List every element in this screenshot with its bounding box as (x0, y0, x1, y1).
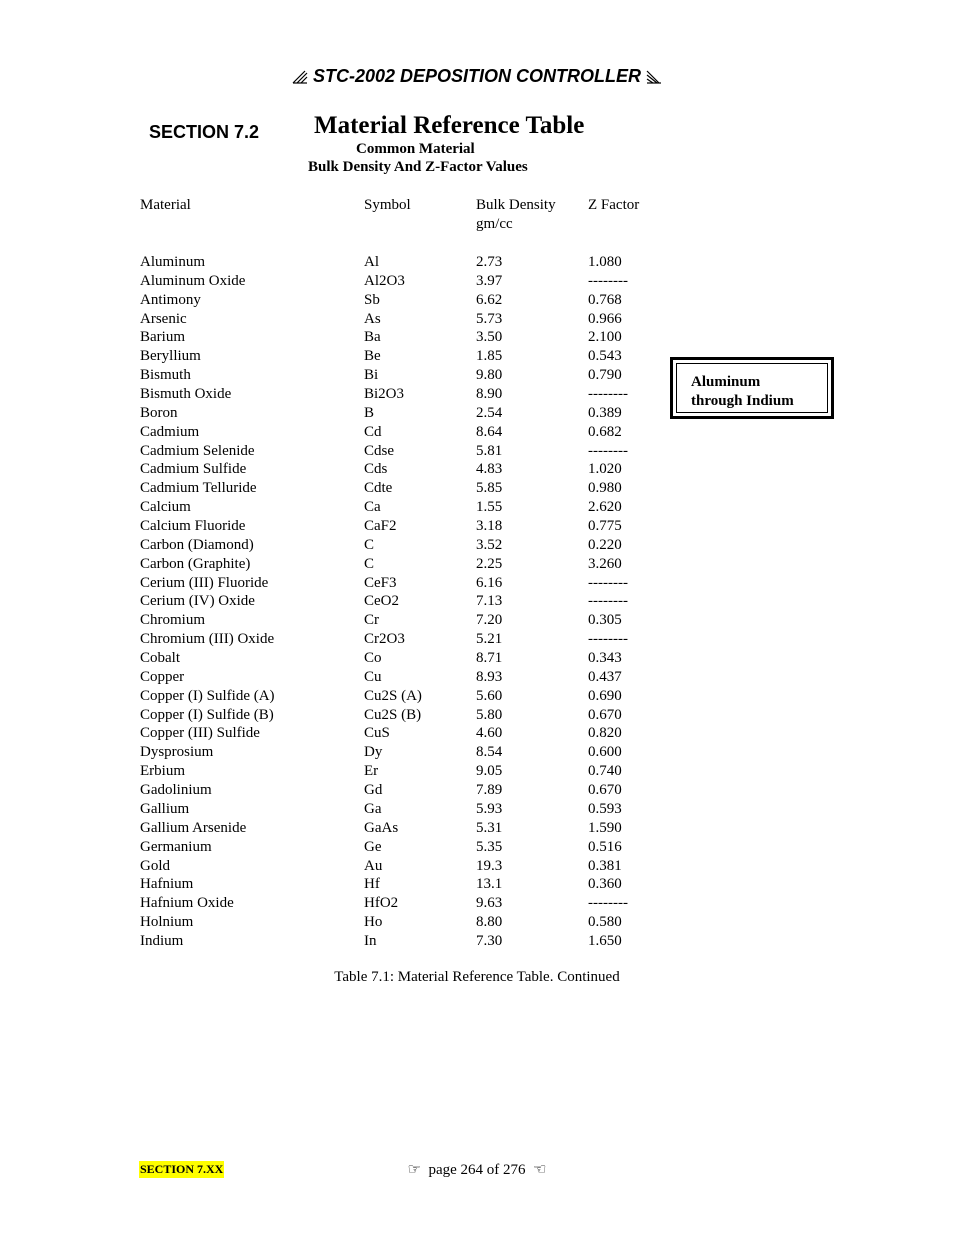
cell-density: 7.30 (476, 932, 503, 949)
cell-density: 5.73 (476, 310, 503, 327)
cell-symbol: C (364, 555, 375, 572)
cell-density: 5.93 (476, 800, 503, 817)
cell-zfactor: 0.389 (588, 404, 622, 421)
cell-symbol: Cdte (364, 480, 393, 497)
cell-material: Holnium (140, 914, 194, 931)
cell-material: Copper (I) Sulfide (B) (140, 706, 274, 723)
cell-material: Carbon (Graphite) (140, 555, 251, 572)
cell-symbol: Hf (364, 876, 380, 893)
pointing-hand-right-icon: ☞ (407, 1162, 421, 1178)
page-number-text: page 264 of 276 (428, 1162, 526, 1178)
cell-symbol: Au (364, 857, 383, 874)
column-header-density-label: Bulk Density (476, 197, 556, 213)
cell-zfactor: 0.343 (588, 650, 622, 667)
cell-symbol: CuS (364, 725, 390, 742)
cell-material: Cerium (III) Fluoride (140, 574, 269, 591)
cell-symbol: Ca (364, 499, 381, 516)
cell-material: Hafnium Oxide (140, 895, 234, 912)
cell-symbol: CeF3 (364, 574, 397, 591)
cell-zfactor: 0.740 (588, 763, 622, 780)
cell-symbol: Cds (364, 461, 388, 478)
cell-zfactor: -------- (588, 895, 628, 912)
cell-density: 8.80 (476, 914, 503, 931)
cell-density: 3.18 (476, 518, 503, 535)
cell-symbol: Co (364, 650, 382, 667)
cell-symbol: Bi2O3 (364, 386, 405, 403)
cell-material: Copper (III) Sulfide (140, 725, 260, 742)
cell-zfactor: -------- (588, 272, 628, 289)
cell-zfactor: 0.305 (588, 612, 622, 629)
cell-material: Gadolinium (140, 782, 212, 799)
cell-zfactor: 0.516 (588, 838, 622, 855)
cell-density: 4.60 (476, 725, 503, 742)
cell-zfactor: 0.775 (588, 518, 622, 535)
cell-symbol: Ho (364, 914, 383, 931)
cell-zfactor: 2.100 (588, 329, 622, 346)
cell-zfactor: 1.590 (588, 819, 622, 836)
cell-zfactor: -------- (588, 574, 628, 591)
cell-density: 9.05 (476, 763, 503, 780)
cell-symbol: Gd (364, 782, 383, 799)
cell-material: Chromium (III) Oxide (140, 631, 275, 648)
cell-zfactor: 0.381 (588, 857, 622, 874)
cell-symbol: Cd (364, 423, 382, 440)
cell-density: 9.80 (476, 367, 503, 384)
column-header-density-unit: gm/cc (476, 216, 513, 232)
cell-symbol: Er (364, 763, 379, 780)
cell-density: 3.50 (476, 329, 503, 346)
cell-density: 5.80 (476, 706, 503, 723)
cell-symbol: Cu2S (A) (364, 687, 422, 704)
cell-zfactor: 0.980 (588, 480, 622, 497)
range-box (670, 357, 834, 419)
cell-density: 6.62 (476, 291, 503, 308)
cell-material: Calcium (140, 499, 191, 516)
cell-material: Indium (140, 932, 184, 949)
pointing-hand-left-icon: ☜ (533, 1162, 547, 1178)
cell-zfactor: 2.620 (588, 499, 622, 516)
cell-density: 3.52 (476, 536, 503, 553)
cell-material: Cadmium Telluride (140, 480, 257, 497)
cell-symbol: Al2O3 (364, 272, 405, 289)
cell-density: 5.35 (476, 838, 503, 855)
cell-symbol: Bi (364, 367, 379, 384)
cell-zfactor: 0.790 (588, 367, 622, 384)
cell-material: Cadmium Selenide (140, 442, 255, 459)
cell-density: 8.64 (476, 423, 503, 440)
cell-material: Cobalt (140, 650, 180, 667)
cell-symbol: B (364, 404, 375, 421)
cell-symbol: Ga (364, 800, 382, 817)
cell-zfactor: -------- (588, 386, 628, 403)
cell-density: 5.81 (476, 442, 503, 459)
cell-material: Cerium (IV) Oxide (140, 593, 255, 610)
cell-material: Gallium (140, 800, 190, 817)
cell-symbol: Be (364, 348, 381, 365)
cell-symbol: GaAs (364, 819, 399, 836)
cell-density: 1.85 (476, 348, 503, 365)
cell-zfactor: 1.650 (588, 932, 622, 949)
diagonal-lines-icon (646, 66, 662, 86)
cell-material: Aluminum Oxide (140, 272, 246, 289)
cell-zfactor: -------- (588, 631, 628, 648)
cell-symbol: Ba (364, 329, 381, 346)
cell-zfactor: 0.820 (588, 725, 622, 742)
cell-material: Boron (140, 404, 178, 421)
page-title: Material Reference Table (314, 112, 585, 139)
cell-material: Barium (140, 329, 185, 346)
cell-material: Germanium (140, 838, 212, 855)
cell-material: Hafnium (140, 876, 194, 893)
cell-material: Cadmium Sulfide (140, 461, 247, 478)
cell-material: Erbium (140, 763, 185, 780)
page-header (0, 66, 954, 87)
cell-density: 6.16 (476, 574, 503, 591)
cell-zfactor: 0.682 (588, 423, 622, 440)
cell-symbol: Cu2S (B) (364, 706, 422, 723)
cell-zfactor: 0.543 (588, 348, 622, 365)
cell-symbol: Ge (364, 838, 382, 855)
cell-material: Gold (140, 857, 170, 874)
column-header-material: Material (140, 197, 191, 213)
cell-density: 2.25 (476, 555, 503, 572)
cell-zfactor: 0.360 (588, 876, 622, 893)
cell-density: 5.31 (476, 819, 503, 836)
cell-symbol: C (364, 536, 375, 553)
cell-zfactor: -------- (588, 442, 628, 459)
cell-material: Bismuth Oxide (140, 386, 232, 403)
cell-zfactor: 0.670 (588, 706, 622, 723)
cell-material: Aluminum (140, 254, 206, 270)
cell-material: Bismuth (140, 367, 191, 384)
cell-material: Dysprosium (140, 744, 214, 761)
cell-symbol: Sb (364, 291, 380, 308)
cell-zfactor: 0.593 (588, 800, 622, 817)
cell-symbol: In (364, 932, 377, 949)
cell-density: 7.89 (476, 782, 503, 799)
cell-symbol: CeO2 (364, 593, 399, 610)
cell-material: Chromium (140, 612, 206, 629)
cell-zfactor: 3.260 (588, 555, 622, 572)
range-box-line-1: Aluminum (691, 374, 761, 390)
cell-density: 4.83 (476, 461, 503, 478)
cell-density: 19.3 (476, 857, 503, 874)
cell-symbol: Dy (364, 744, 383, 761)
cell-zfactor: 0.437 (588, 668, 622, 685)
column-header-symbol: Symbol (364, 197, 411, 213)
cell-symbol: CaF2 (364, 518, 397, 535)
table-caption: Table 7.1: Material Reference Table. Continued (334, 969, 620, 985)
cell-material: Carbon (Diamond) (140, 536, 254, 553)
cell-density: 5.85 (476, 480, 503, 497)
cell-material: Copper (140, 668, 185, 685)
cell-material: Beryllium (140, 348, 201, 365)
cell-zfactor: 0.580 (588, 914, 622, 931)
cell-density: 9.63 (476, 895, 503, 912)
section-badge: SECTION 7.XX (140, 1162, 224, 1176)
cell-density: 8.54 (476, 744, 503, 761)
cell-zfactor: 0.768 (588, 291, 622, 308)
cell-density: 8.71 (476, 650, 503, 667)
subtitle-density-zfactor: Bulk Density And Z-Factor Values (308, 159, 528, 175)
subtitle-common-material: Common Material (356, 141, 475, 157)
cell-zfactor: 0.670 (588, 782, 622, 799)
cell-material: Arsenic (140, 310, 187, 327)
cell-zfactor: 0.220 (588, 536, 622, 553)
cell-symbol: Cu (364, 668, 382, 685)
cell-symbol: Cdse (364, 442, 394, 459)
cell-density: 5.60 (476, 687, 503, 704)
cell-symbol: As (364, 310, 381, 327)
cell-material: Antimony (140, 291, 201, 308)
cell-density: 1.55 (476, 499, 503, 516)
cell-material: Gallium Arsenide (140, 819, 247, 836)
cell-material: Cadmium (140, 423, 200, 440)
cell-symbol: Cr2O3 (364, 631, 405, 648)
cell-symbol: Cr (364, 612, 379, 629)
cell-density: 2.54 (476, 404, 503, 421)
page-number (0, 1160, 954, 1179)
cell-zfactor: -------- (588, 593, 628, 610)
cell-zfactor: 1.080 (588, 254, 622, 270)
cell-zfactor: 1.020 (588, 461, 622, 478)
cell-density: 8.90 (476, 386, 503, 403)
header-title: STC-2002 DEPOSITION CONTROLLER (312, 66, 642, 86)
column-header-zfactor: Z Factor (588, 197, 640, 213)
cell-density: 2.73 (476, 254, 503, 270)
cell-density: 7.13 (476, 593, 503, 610)
cell-material: Calcium Fluoride (140, 518, 246, 535)
column-header-density (476, 196, 556, 234)
cell-symbol: Al (364, 254, 379, 270)
cell-density: 13.1 (476, 876, 503, 893)
cell-symbol: HfO2 (364, 895, 399, 912)
cell-density: 7.20 (476, 612, 503, 629)
cell-zfactor: 0.966 (588, 310, 622, 327)
cell-density: 3.97 (476, 272, 503, 289)
cell-material: Copper (I) Sulfide (A) (140, 687, 275, 704)
cell-density: 8.93 (476, 668, 503, 685)
diagonal-lines-icon (292, 66, 313, 86)
range-box-line-2: through Indium (691, 393, 794, 409)
cell-zfactor: 0.600 (588, 744, 622, 761)
cell-density: 5.21 (476, 631, 503, 648)
cell-zfactor: 0.690 (588, 687, 622, 704)
section-label: SECTION 7.2 (149, 122, 260, 142)
